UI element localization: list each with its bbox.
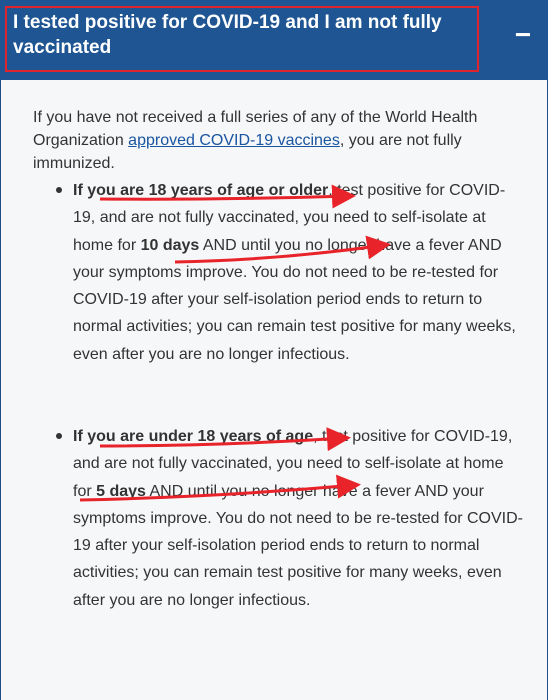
title-highlight-box <box>5 6 479 72</box>
intro-text-before: If you have not received a full series of any of the World Health Organization <box>33 109 478 149</box>
intro-paragraph <box>33 106 513 175</box>
accordion-title[interactable]: I tested positive for COVID-19 and I am not fully vaccinated <box>13 12 442 58</box>
bullet-lead: If you are 18 years of age or older <box>73 182 329 199</box>
bullet-text: , test positive for COVID-19, and are not fully vaccinated, you need to self-isolate at home for <box>73 428 513 500</box>
intro-text-after: , you are not fully immunized. <box>33 132 462 172</box>
bullet-dot <box>56 187 62 193</box>
bullet-dot <box>56 433 62 439</box>
isolation-days: 10 days <box>140 236 200 254</box>
bullet-text: AND until you no longer have a fever AND your symptoms improve. You do not need to be re-tested for COVID-19 after your self-isolation period ends to return to normal activities; you can remain test positive for many weeks, even after you are no longer infectious. <box>73 482 523 609</box>
accordion-header[interactable] <box>0 0 548 80</box>
bullet-lead: If you are under 18 years of age <box>73 428 314 445</box>
isolation-days: 5 days <box>96 482 146 500</box>
list-item-adult <box>73 177 523 368</box>
bullet-text: , test positive for COVID-19, and are not fully vaccinated, you need to self-isolate at home for <box>73 182 506 254</box>
list-item-minor <box>73 423 523 614</box>
collapse-icon[interactable]: − <box>514 19 532 50</box>
approved-vaccines-link[interactable]: approved COVID-19 vaccines <box>128 132 340 149</box>
bullet-text: AND until you no longer have a fever AND your symptoms improve. You do not need to be re-tested for COVID-19 after your self-isolation period ends to return to normal activities; you can remain test positive for many weeks, even after you are no longer infectious. <box>73 236 516 363</box>
